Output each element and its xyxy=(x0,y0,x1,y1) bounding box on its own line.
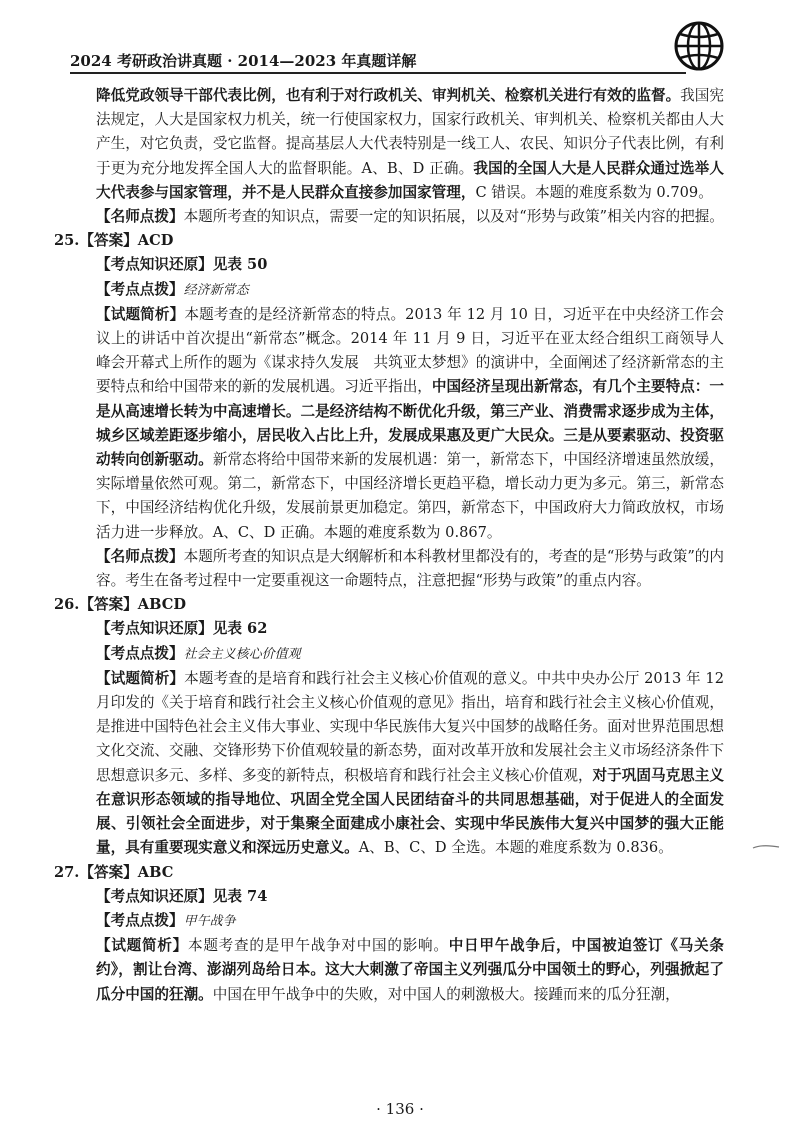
text-run: 本题考查的是甲午战争对中国的影响。 xyxy=(188,937,449,955)
page-content xyxy=(54,84,724,1007)
analysis-label: 【试题简析】 xyxy=(96,937,189,955)
point-value: 甲午战争 xyxy=(183,913,236,929)
text-run: 新常态将给中国带来新的发展机遇：第一，新常态下，中国经济增速虽然放缓，实际增量依然可观。第二，新常态下，中国经济增长更趋平稳，增长动力更为多元。第三，新常态下，中国经济结构优化升级，发展前景更加稳定。第四，新常态下，中国政府大力简政放权，市场活力进一步释放。A、C、D 正确。本题的难度系数为 0.867。 xyxy=(96,451,724,541)
question-27-point xyxy=(78,909,724,934)
text-run: C 错误。本题的难度系数为 0.709。 xyxy=(475,183,713,201)
answer-label: 【答案】 xyxy=(79,232,138,250)
text-run: 本题考查的是经济新常态的特点。2013 年 12 月 10 日，习近平在中央经济工作会议上的讲话中首次提出“新常态”概念。2014 年 11 月 9 日，习近平在亚太经合组织工商领导人峰会开幕式上所作的题为《谋求持久发展 共筑亚太梦想》的演讲中，全面阐述了经济新常态的主要特点和给中国带来的新的发展机遇。习近平指出， xyxy=(96,305,724,396)
teacher-tip-text: 本题所考查的知识点，需要一定的知识拓展，以及对“形势与政策”相关内容的把握。 xyxy=(183,208,724,226)
question-25-analysis xyxy=(78,303,724,545)
question-number: 27. xyxy=(54,863,80,881)
text-run: A、B、C、D 全选。本题的难度系数为 0.836。 xyxy=(358,839,673,857)
point-value: 经济新常态 xyxy=(183,282,249,298)
analysis-prev xyxy=(78,84,724,205)
question-27-analysis xyxy=(78,934,724,1007)
recall-value: 见表 50 xyxy=(212,256,268,274)
analysis-label: 【试题简析】 xyxy=(96,669,185,687)
pen-mark-decoration xyxy=(752,842,780,852)
book-title: 2024 考研政治讲真题 · 2014—2023 年真题详解 xyxy=(70,52,417,70)
teacher-tip-label: 【名师点拨】 xyxy=(96,547,184,565)
question-26-analysis xyxy=(78,667,724,861)
answer-value: ABCD xyxy=(137,596,186,614)
question-25-point xyxy=(78,278,724,303)
point-label: 【考点点拨】 xyxy=(96,911,184,929)
point-label: 【考点点拨】 xyxy=(96,644,184,662)
text-run: 中国在甲午战争中的失败，对中国人的刺激极大。接踵而来的瓜分狂潮， xyxy=(212,985,680,1003)
question-number: 26. xyxy=(54,596,80,614)
answer-label: 【答案】 xyxy=(79,596,138,614)
question-25-teacher-tip xyxy=(78,545,724,593)
recall-label: 【考点知识还原】 xyxy=(96,256,213,274)
page-number: · 136 · xyxy=(376,1100,424,1118)
question-26-answer xyxy=(54,593,724,617)
answer-value: ACD xyxy=(137,232,174,250)
recall-label: 【考点知识还原】 xyxy=(96,887,213,905)
question-number: 25. xyxy=(54,232,80,250)
question-27-answer xyxy=(54,861,724,885)
text-run: 本题考查的是培育和践行社会主义核心价值观的意义。中共中央办公厅 2013 年 12 月印发的《关于培育和践行社会主义核心价值观的意见》指出，培育和践行社会主义核心价值观，是推进中国特色社会主义伟大事业、实现中华民族伟大复兴中国梦的战略任务。面对世界范围思想文化交流、交融、交锋形势下价值观较量的新态势，面对改革开放和发展社会主义市场经济条件下思想意识多元、多样、多变的新特点，积极培育和践行社会主义核心价值观， xyxy=(96,669,724,784)
teacher-tip-label: 【名师点拨】 xyxy=(96,208,184,226)
point-value: 社会主义核心价值观 xyxy=(183,646,301,662)
answer-value: ABC xyxy=(137,863,174,881)
recall-label: 【考点知识还原】 xyxy=(96,620,213,638)
recall-value: 见表 74 xyxy=(212,887,268,905)
text-bold: 对于巩固马克思主义在意识形态领域的指导地位、巩固全党全国人民团结奋斗的共同思想基础，对于促进人的全面发展、引领社会全面进步，对于集聚全面建成小康社会、实现中华民族伟大复兴中国梦的强大正能量，具有重要现实意义和深远历史意义。 xyxy=(96,766,724,857)
answer-label: 【答案】 xyxy=(79,863,138,881)
question-27-recall xyxy=(78,885,724,909)
text-bold: 中日甲午战争后，中国被迫签订《马关条约》，割让台湾、澎湖列岛给日本。这大大刺激了帝国主义列强瓜分中国领土的野心，列强掀起了瓜分中国的狂潮。 xyxy=(96,937,724,1003)
teacher-tip-text: 本题所考查的知识点是大纲解析和本科教材里都没有的，考查的是“形势与政策”的内容。考生在备考过程中一定要重视这一命题特点，注意把握“形势与政策”的重点内容。 xyxy=(96,547,724,590)
question-26-recall xyxy=(78,617,724,641)
recall-value: 见表 62 xyxy=(212,620,268,638)
point-label: 【考点点拨】 xyxy=(96,280,184,298)
analysis-label: 【试题简析】 xyxy=(96,305,185,323)
globe-icon xyxy=(673,20,725,72)
question-25-answer xyxy=(54,229,724,253)
teacher-tip-prev xyxy=(78,205,724,229)
text-bold: 中国经济呈现出新常态，有几个主要特点：一是从高速增长转为中高速增长。二是经济结构不断优化升级，第三产业、消费需求逐步成为主体，城乡区域差距逐步缩小，居民收入占比上升，发展成果惠及更广大民众。三是从要素驱动、投资驱动转向创新驱动。 xyxy=(96,378,724,469)
question-25-recall xyxy=(78,253,724,277)
text-bold: 我国的全国人大是人民群众通过选举人大代表参与国家管理，并不是人民群众直接参加国家管理， xyxy=(96,159,724,201)
text-run: 我国宪法规定，人大是国家权力机关，统一行使国家权力，国家行政机关、审判机关、检察机关都由人大产生，对它负责，受它监督。提高基层人大代表特别是一线工人、农民、知识分子代表比例，有利于更为充分地发挥全国人大的监督职能。A、B、D 正确。 xyxy=(96,87,724,177)
page-header xyxy=(70,38,690,78)
text-bold: 降低党政领导干部代表比例，也有利于对行政机关、审判机关、检察机关进行有效的监督。 xyxy=(96,87,681,104)
question-26-point xyxy=(78,642,724,667)
header-rule xyxy=(70,72,686,74)
